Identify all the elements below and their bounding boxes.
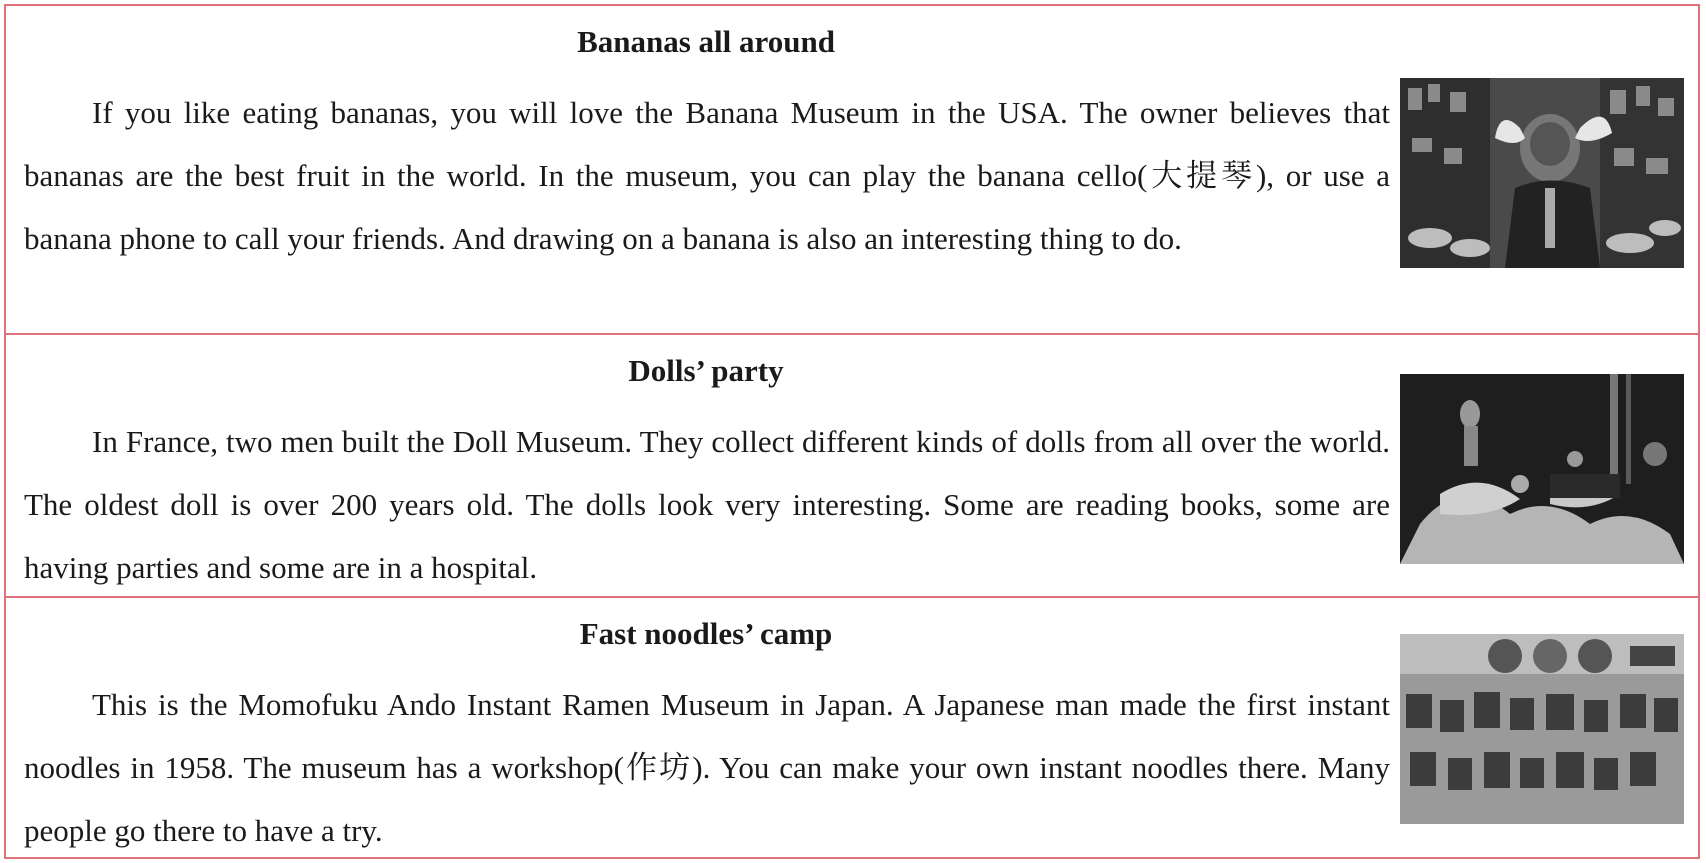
section-title: Bananas all around bbox=[577, 24, 835, 59]
museum-table bbox=[4, 4, 1700, 859]
section-bananas bbox=[6, 6, 1698, 335]
doll-museum-photo bbox=[1400, 374, 1684, 564]
section-text-content: If you like eating bananas, you will love the Banana Museum in the USA. The owner believes that bananas are the best fruit in the world. In the museum, you can play the banana cello(大提琴), or use a banana phone to call your friends. And drawing on a banana is also an interesting thing to do. bbox=[24, 95, 1390, 256]
section-text bbox=[24, 410, 1390, 599]
section-title: Dolls’ party bbox=[628, 353, 784, 388]
section-noodles bbox=[6, 598, 1698, 857]
ramen-museum-photo bbox=[1400, 634, 1684, 824]
section-title: Fast noodles’ camp bbox=[579, 616, 833, 651]
section-text bbox=[24, 81, 1390, 270]
section-dolls bbox=[6, 335, 1698, 598]
banana-museum-photo bbox=[1400, 78, 1684, 268]
section-text-content: In France, two men built the Doll Museum. They collect different kinds of dolls from all over the world. The oldest doll is over 200 years old. The dolls look very interesting. Some are reading books, some are having parties and some are in a hospital. bbox=[24, 424, 1390, 585]
section-text bbox=[24, 673, 1390, 862]
section-text-content: This is the Momofuku Ando Instant Ramen Museum in Japan. A Japanese man made the first instant noodles in 1958. The museum has a workshop(作坊). You can make your own instant noodles there. Many people go there to have a try. bbox=[24, 687, 1390, 848]
